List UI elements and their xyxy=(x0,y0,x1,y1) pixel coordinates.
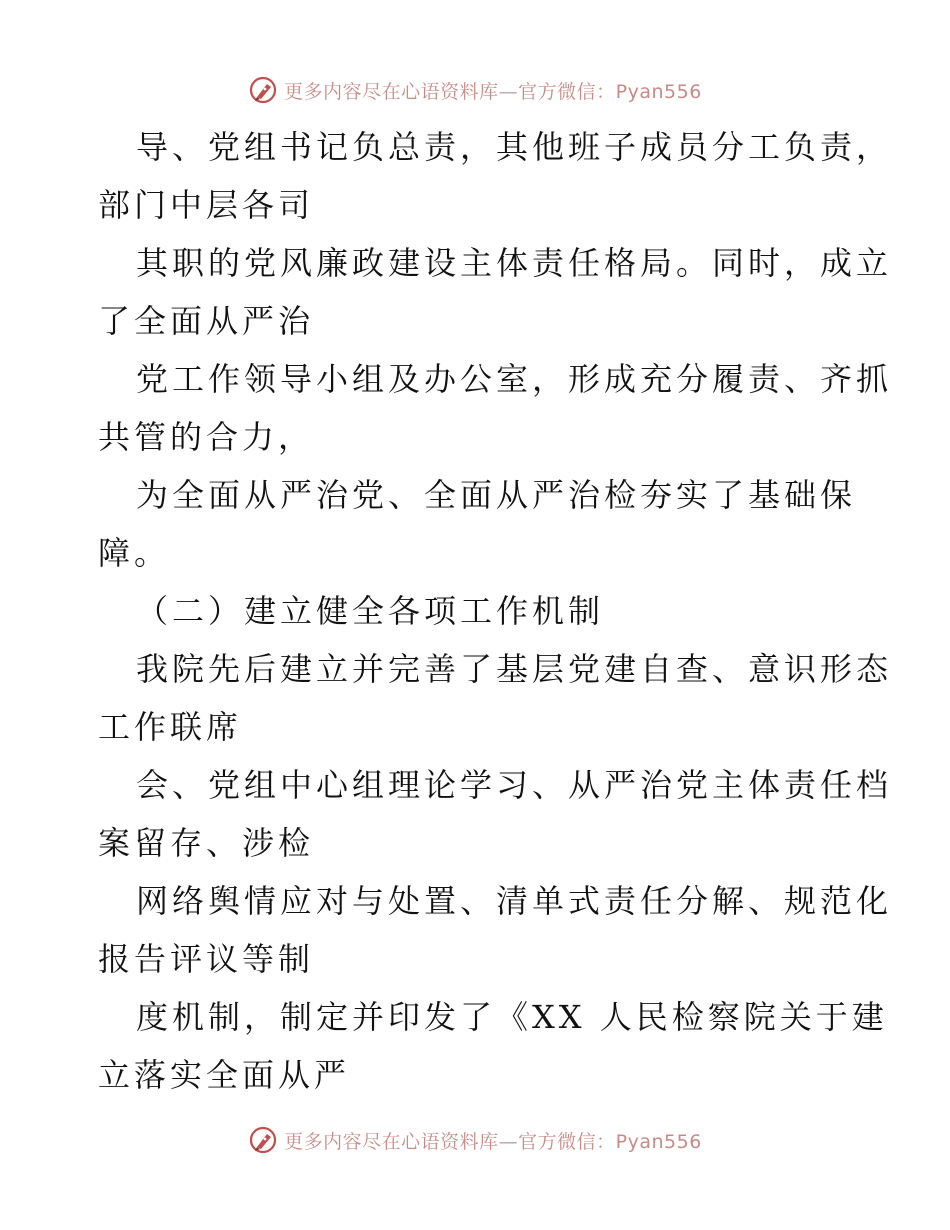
header-banner-text: 更多内容尽在心语资料库—官方微信：Pyan556 xyxy=(284,80,702,103)
paragraph-line: 障。 xyxy=(98,534,171,572)
footer-banner xyxy=(0,1118,950,1162)
paragraph-line: 我院先后建立并完善了基层党建自查、意识形态 xyxy=(136,650,893,688)
paragraph-line: 党工作领导小组及办公室，形成充分履责、齐抓 xyxy=(136,360,893,398)
paragraph-line: 导、党组书记负总责，其他班子成员分工负责， xyxy=(136,128,893,166)
paragraph-line: 了全面从严治 xyxy=(98,302,315,340)
paragraph-line: 度机制，制定并印发了《XX 人民检察院关于建 xyxy=(136,998,888,1036)
pen-nib-logo-icon xyxy=(248,1125,278,1155)
pen-nib-logo-icon xyxy=(248,75,278,105)
paragraph-line: 为全面从严治党、全面从严治检夯实了基础保 xyxy=(136,476,857,514)
paragraph-line: 会、党组中心组理论学习、从严治党主体责任档 xyxy=(136,766,893,804)
paragraph-line: 共管的合力， xyxy=(98,418,315,456)
paragraph-line: 工作联席 xyxy=(98,708,243,746)
paragraph-line: （二）建立健全各项工作机制 xyxy=(136,592,605,630)
paragraph-line: 部门中层各司 xyxy=(98,186,315,224)
header-banner xyxy=(0,68,950,112)
footer-banner-text: 更多内容尽在心语资料库—官方微信：Pyan556 xyxy=(284,1130,702,1153)
paragraph-line: 案留存、涉检 xyxy=(98,824,315,862)
paragraph-line: 网络舆情应对与处置、清单式责任分解、规范化 xyxy=(136,882,893,920)
paragraph-line: 立落实全面从严 xyxy=(98,1056,351,1094)
paragraph-line: 报告评议等制 xyxy=(98,940,315,978)
document-body xyxy=(98,118,893,1104)
paragraph-line: 其职的党风廉政建设主体责任格局。同时，成立 xyxy=(136,244,893,282)
